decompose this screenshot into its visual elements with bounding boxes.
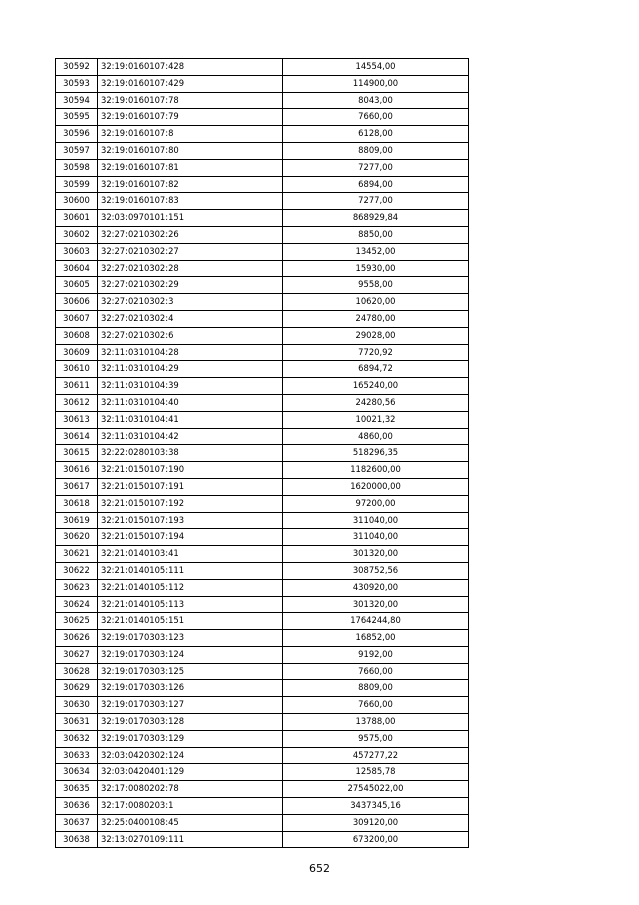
row-number-cell: 30634 (56, 764, 98, 781)
row-number-cell: 30595 (56, 109, 98, 126)
row-number-cell: 30619 (56, 512, 98, 529)
row-number-cell: 30622 (56, 562, 98, 579)
row-number-cell: 30592 (56, 59, 98, 76)
cadastral-number-cell: 32:19:0160107:429 (98, 75, 283, 92)
table-body (56, 59, 469, 848)
cadastral-number-cell: 32:21:0140105:111 (98, 562, 283, 579)
table-row (56, 394, 469, 411)
value-cell: 3437345,16 (283, 798, 469, 815)
row-number-cell: 30617 (56, 478, 98, 495)
value-cell: 7277,00 (283, 159, 469, 176)
table-row (56, 831, 469, 848)
table-row (56, 243, 469, 260)
table-row (56, 344, 469, 361)
row-number-cell: 30610 (56, 361, 98, 378)
cadastral-number-cell: 32:19:0160107:82 (98, 176, 283, 193)
value-cell: 4860,00 (283, 428, 469, 445)
row-number-cell: 30609 (56, 344, 98, 361)
value-cell: 430920,00 (283, 579, 469, 596)
table-row (56, 714, 469, 731)
value-cell: 301320,00 (283, 546, 469, 563)
table-row (56, 226, 469, 243)
cadastral-number-cell: 32:11:0310104:41 (98, 411, 283, 428)
cadastral-number-cell: 32:19:0170303:127 (98, 697, 283, 714)
cadastral-number-cell: 32:21:0150107:191 (98, 478, 283, 495)
table-row (56, 59, 469, 76)
row-number-cell: 30633 (56, 747, 98, 764)
cadastral-number-cell: 32:21:0140103:41 (98, 546, 283, 563)
table-row (56, 277, 469, 294)
table-row (56, 126, 469, 143)
row-number-cell: 30597 (56, 142, 98, 159)
value-cell: 7720,92 (283, 344, 469, 361)
table-row (56, 445, 469, 462)
value-cell: 868929,84 (283, 210, 469, 227)
row-number-cell: 30624 (56, 596, 98, 613)
table-row (56, 109, 469, 126)
row-number-cell: 30625 (56, 613, 98, 630)
value-cell: 16852,00 (283, 630, 469, 647)
table-row (56, 596, 469, 613)
table-row (56, 428, 469, 445)
value-cell: 8850,00 (283, 226, 469, 243)
table-row (56, 327, 469, 344)
table-row (56, 294, 469, 311)
cadastral-number-cell: 32:19:0170303:123 (98, 630, 283, 647)
table-row (56, 798, 469, 815)
cadastral-number-cell: 32:03:0420302:124 (98, 747, 283, 764)
table-row (56, 210, 469, 227)
value-cell: 29028,00 (283, 327, 469, 344)
table-row (56, 529, 469, 546)
value-cell: 7277,00 (283, 193, 469, 210)
value-cell: 518296,35 (283, 445, 469, 462)
row-number-cell: 30593 (56, 75, 98, 92)
cadastral-number-cell: 32:27:0210302:29 (98, 277, 283, 294)
table-row (56, 697, 469, 714)
cadastral-number-cell: 32:19:0160107:83 (98, 193, 283, 210)
value-cell: 673200,00 (283, 831, 469, 848)
value-cell: 97200,00 (283, 495, 469, 512)
row-number-cell: 30637 (56, 814, 98, 831)
row-number-cell: 30630 (56, 697, 98, 714)
row-number-cell: 30602 (56, 226, 98, 243)
table-row (56, 75, 469, 92)
value-cell: 15930,00 (283, 260, 469, 277)
table-row (56, 411, 469, 428)
cadastral-number-cell: 32:22:0280103:38 (98, 445, 283, 462)
value-cell: 13788,00 (283, 714, 469, 731)
value-cell: 24780,00 (283, 310, 469, 327)
row-number-cell: 30599 (56, 176, 98, 193)
cadastral-number-cell: 32:13:0270109:111 (98, 831, 283, 848)
table-row (56, 814, 469, 831)
value-cell: 7660,00 (283, 697, 469, 714)
row-number-cell: 30620 (56, 529, 98, 546)
cadastral-number-cell: 32:19:0160107:78 (98, 92, 283, 109)
cadastral-number-cell: 32:21:0150107:190 (98, 462, 283, 479)
cadastral-number-cell: 32:19:0160107:80 (98, 142, 283, 159)
table-row (56, 361, 469, 378)
value-cell: 308752,56 (283, 562, 469, 579)
table-row (56, 159, 469, 176)
row-number-cell: 30615 (56, 445, 98, 462)
cadastral-number-cell: 32:27:0210302:27 (98, 243, 283, 260)
value-cell: 8809,00 (283, 680, 469, 697)
cadastral-number-cell: 32:27:0210302:28 (98, 260, 283, 277)
value-cell: 6894,00 (283, 176, 469, 193)
table-row (56, 176, 469, 193)
cadastral-number-cell: 32:19:0160107:8 (98, 126, 283, 143)
table-row (56, 764, 469, 781)
row-number-cell: 30629 (56, 680, 98, 697)
table-row (56, 495, 469, 512)
cadastral-number-cell: 32:11:0310104:39 (98, 378, 283, 395)
value-cell: 457277,22 (283, 747, 469, 764)
row-number-cell: 30623 (56, 579, 98, 596)
value-cell: 7660,00 (283, 109, 469, 126)
row-number-cell: 30598 (56, 159, 98, 176)
row-number-cell: 30626 (56, 630, 98, 647)
table-row (56, 630, 469, 647)
row-number-cell: 30631 (56, 714, 98, 731)
row-number-cell: 30618 (56, 495, 98, 512)
table-row (56, 562, 469, 579)
cadastral-number-cell: 32:25:0400108:45 (98, 814, 283, 831)
cadastral-number-cell: 32:19:0160107:81 (98, 159, 283, 176)
cadastral-number-cell: 32:19:0170303:128 (98, 714, 283, 731)
value-cell: 9558,00 (283, 277, 469, 294)
value-cell: 311040,00 (283, 529, 469, 546)
row-number-cell: 30628 (56, 663, 98, 680)
cadastral-number-cell: 32:19:0170303:129 (98, 730, 283, 747)
value-cell: 10620,00 (283, 294, 469, 311)
row-number-cell: 30613 (56, 411, 98, 428)
table-row (56, 546, 469, 563)
row-number-cell: 30612 (56, 394, 98, 411)
table-row (56, 747, 469, 764)
cadastral-number-cell: 32:17:0080203:1 (98, 798, 283, 815)
row-number-cell: 30638 (56, 831, 98, 848)
value-cell: 114900,00 (283, 75, 469, 92)
table-row (56, 462, 469, 479)
table-row (56, 613, 469, 630)
row-number-cell: 30594 (56, 92, 98, 109)
table-row (56, 646, 469, 663)
cadastral-number-cell: 32:19:0160107:79 (98, 109, 283, 126)
cadastral-number-cell: 32:21:0150107:193 (98, 512, 283, 529)
cadastral-number-cell: 32:21:0150107:192 (98, 495, 283, 512)
value-cell: 7660,00 (283, 663, 469, 680)
value-cell: 10021,32 (283, 411, 469, 428)
cadastral-number-cell: 32:03:0970101:151 (98, 210, 283, 227)
row-number-cell: 30600 (56, 193, 98, 210)
value-cell: 6128,00 (283, 126, 469, 143)
table-row (56, 142, 469, 159)
value-cell: 6894,72 (283, 361, 469, 378)
cadastral-number-cell: 32:27:0210302:6 (98, 327, 283, 344)
value-cell: 14554,00 (283, 59, 469, 76)
value-cell: 1182600,00 (283, 462, 469, 479)
cadastral-number-cell: 32:27:0210302:26 (98, 226, 283, 243)
row-number-cell: 30603 (56, 243, 98, 260)
value-cell: 24280,56 (283, 394, 469, 411)
table-row (56, 378, 469, 395)
value-cell: 8043,00 (283, 92, 469, 109)
cadastral-number-cell: 32:27:0210302:3 (98, 294, 283, 311)
page-number: 652 (309, 862, 330, 875)
value-cell: 9192,00 (283, 646, 469, 663)
cadastral-number-cell: 32:19:0170303:124 (98, 646, 283, 663)
table-row (56, 512, 469, 529)
value-cell: 9575,00 (283, 730, 469, 747)
table-row (56, 781, 469, 798)
cadastral-number-cell: 32:27:0210302:4 (98, 310, 283, 327)
value-cell: 12585,78 (283, 764, 469, 781)
row-number-cell: 30627 (56, 646, 98, 663)
table-row (56, 310, 469, 327)
table-row (56, 579, 469, 596)
value-cell: 1620000,00 (283, 478, 469, 495)
row-number-cell: 30632 (56, 730, 98, 747)
row-number-cell: 30601 (56, 210, 98, 227)
value-cell: 27545022,00 (283, 781, 469, 798)
row-number-cell: 30608 (56, 327, 98, 344)
cadastral-number-cell: 32:11:0310104:29 (98, 361, 283, 378)
cadastral-number-cell: 32:19:0160107:428 (98, 59, 283, 76)
value-cell: 165240,00 (283, 378, 469, 395)
value-cell: 311040,00 (283, 512, 469, 529)
cadastral-number-cell: 32:11:0310104:40 (98, 394, 283, 411)
cadastral-number-cell: 32:17:0080202:78 (98, 781, 283, 798)
row-number-cell: 30596 (56, 126, 98, 143)
table-row (56, 680, 469, 697)
cadastral-number-cell: 32:11:0310104:28 (98, 344, 283, 361)
cadastral-number-cell: 32:03:0420401:129 (98, 764, 283, 781)
cadastral-number-cell: 32:21:0140105:112 (98, 579, 283, 596)
value-cell: 309120,00 (283, 814, 469, 831)
value-cell: 301320,00 (283, 596, 469, 613)
row-number-cell: 30621 (56, 546, 98, 563)
row-number-cell: 30611 (56, 378, 98, 395)
value-cell: 13452,00 (283, 243, 469, 260)
table-row (56, 92, 469, 109)
table-row (56, 193, 469, 210)
row-number-cell: 30606 (56, 294, 98, 311)
table-row (56, 663, 469, 680)
cadastral-number-cell: 32:21:0140105:113 (98, 596, 283, 613)
value-cell: 1764244,80 (283, 613, 469, 630)
row-number-cell: 30604 (56, 260, 98, 277)
row-number-cell: 30605 (56, 277, 98, 294)
cadastral-number-cell: 32:11:0310104:42 (98, 428, 283, 445)
cadastral-number-cell: 32:19:0170303:126 (98, 680, 283, 697)
cadastral-number-cell: 32:21:0150107:194 (98, 529, 283, 546)
cadastral-number-cell: 32:21:0140105:151 (98, 613, 283, 630)
row-number-cell: 30636 (56, 798, 98, 815)
table-row (56, 260, 469, 277)
cadastral-number-cell: 32:19:0170303:125 (98, 663, 283, 680)
value-cell: 8809,00 (283, 142, 469, 159)
table-row (56, 730, 469, 747)
table-row (56, 478, 469, 495)
row-number-cell: 30616 (56, 462, 98, 479)
cadastral-value-table (55, 58, 469, 848)
row-number-cell: 30614 (56, 428, 98, 445)
row-number-cell: 30607 (56, 310, 98, 327)
row-number-cell: 30635 (56, 781, 98, 798)
